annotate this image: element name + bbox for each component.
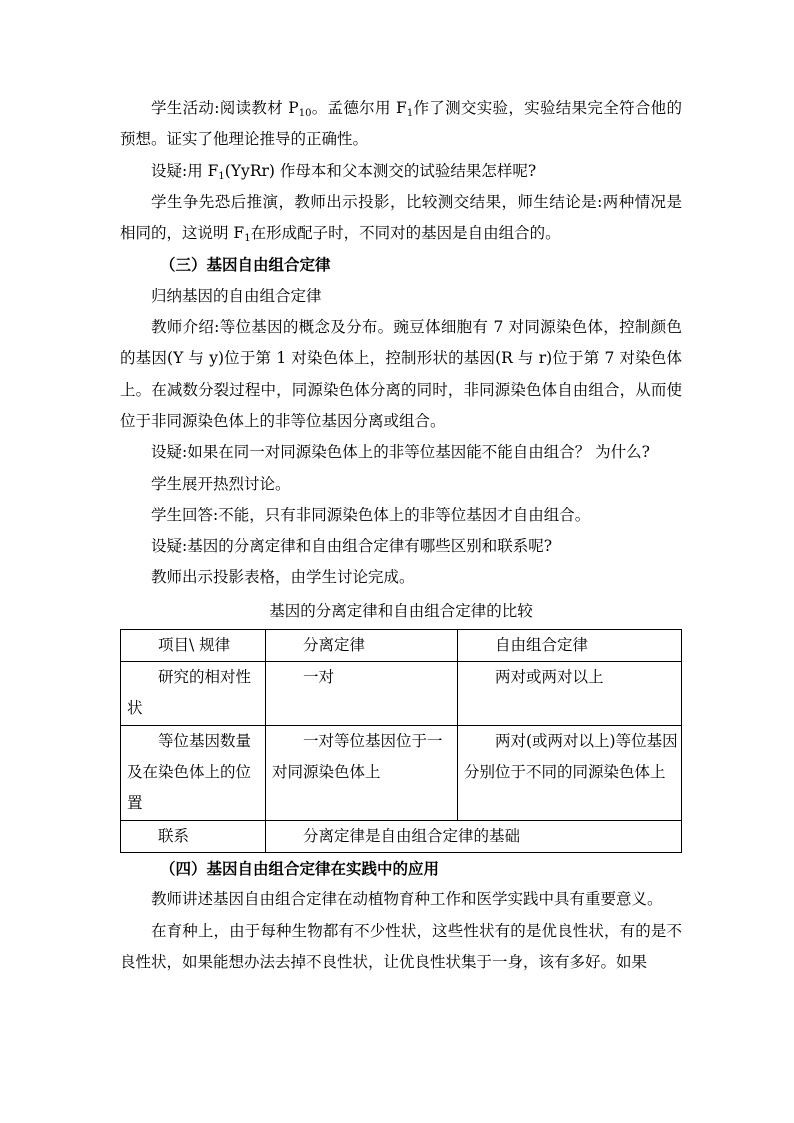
table-cell: 两对(或两对以上)等位基因分别位于不同的同源染色体上: [458, 726, 682, 821]
table-row: [121, 630, 682, 662]
table-cell: 一对: [266, 662, 458, 726]
table-cell: 两对或两对以上: [458, 662, 682, 726]
paragraph-summary: 归纳基因的自由组合定律: [151, 286, 322, 305]
table-cell: 一对等位基因位于一对同源染色体上: [266, 726, 458, 821]
table-cell: 联系: [121, 821, 266, 853]
section-heading-3: （三）基因自由组合定律: [160, 255, 331, 275]
table-header-cell: 自由组合定律: [458, 630, 682, 662]
table-row: [121, 821, 682, 853]
paragraph-student-activity: 学生活动:阅读教材 $P_{10}$。孟德尔用 $F_1$作了测交实验，实验结果完全符合他的预想。证实了他理论推导的正确性。: [120, 99, 682, 149]
paragraph-question-compare: 设疑:基因的分离定律和自由组合定律有哪些区别和联系呢?: [151, 537, 553, 556]
table-cell: 等位基因数量及在染色体上的位置: [121, 726, 266, 821]
paragraph-question-linkage: 设疑:如果在同一对同源染色体上的非等位基因能不能自由组合？ 为什么?: [151, 443, 650, 462]
paragraph-conclusion: 学生争先恐后推演，教师出示投影，比较测交结果，师生结论是:两种情况是相同的，这说明 $F_1$在形成配子时，不同对的基因是自由组合的。: [120, 192, 682, 245]
table-caption: 基因的分离定律和自由组合定律的比较: [269, 601, 533, 620]
document-body: [120, 93, 682, 978]
paragraph-significance: 教师讲述基因自由组合定律在动植物育种工作和医学实践中具有重要意义。: [151, 890, 663, 909]
paragraph-teacher-intro: 教师介绍:等位基因的概念及分布。豌豆体细胞有 7 对同源染色体，控制颜色的基因(Y 与 y)位于第 1 对染色体上，控制形状的基因(R 与 r)位于第 7 对染色体上。在减数分裂过程中，同源染色体分离的同时，非同源染色体自由组合，从而使位于非同源染色体上的非等位基因分离或组合。: [120, 318, 682, 430]
comparison-table: [120, 629, 682, 853]
paragraph-table-intro: 教师出示投影表格，由学生讨论完成。: [151, 568, 415, 587]
table-cell: 分离定律是自由组合定律的基础: [266, 821, 682, 853]
section-heading-4: （四）基因自由组合定律在实践中的应用: [160, 859, 440, 879]
table-cell: 研究的相对性状: [121, 662, 266, 726]
paragraph-question-testcross: 设疑:用 $F_1(YyRr)$ 作母本和父本测交的试验结果怎样呢?: [151, 161, 537, 182]
paragraph-student-answer: 学生回答:不能，只有非同源染色体上的非等位基因才自由组合。: [151, 505, 591, 524]
paragraph-breeding: 在育种上，由于每种生物都有不少性状，这些性状有的是优良性状，有的是不良性状，如果能想办法去掉不良性状，让优良性状集于一身，该有多好。如果: [120, 921, 682, 971]
table-row: [121, 726, 682, 821]
table-header-cell: 分离定律: [266, 630, 458, 662]
paragraph-discussion: 学生展开热烈讨论。: [151, 474, 291, 493]
table-header-cell: 项目\ 规律: [121, 630, 266, 662]
table-row: [121, 662, 682, 726]
